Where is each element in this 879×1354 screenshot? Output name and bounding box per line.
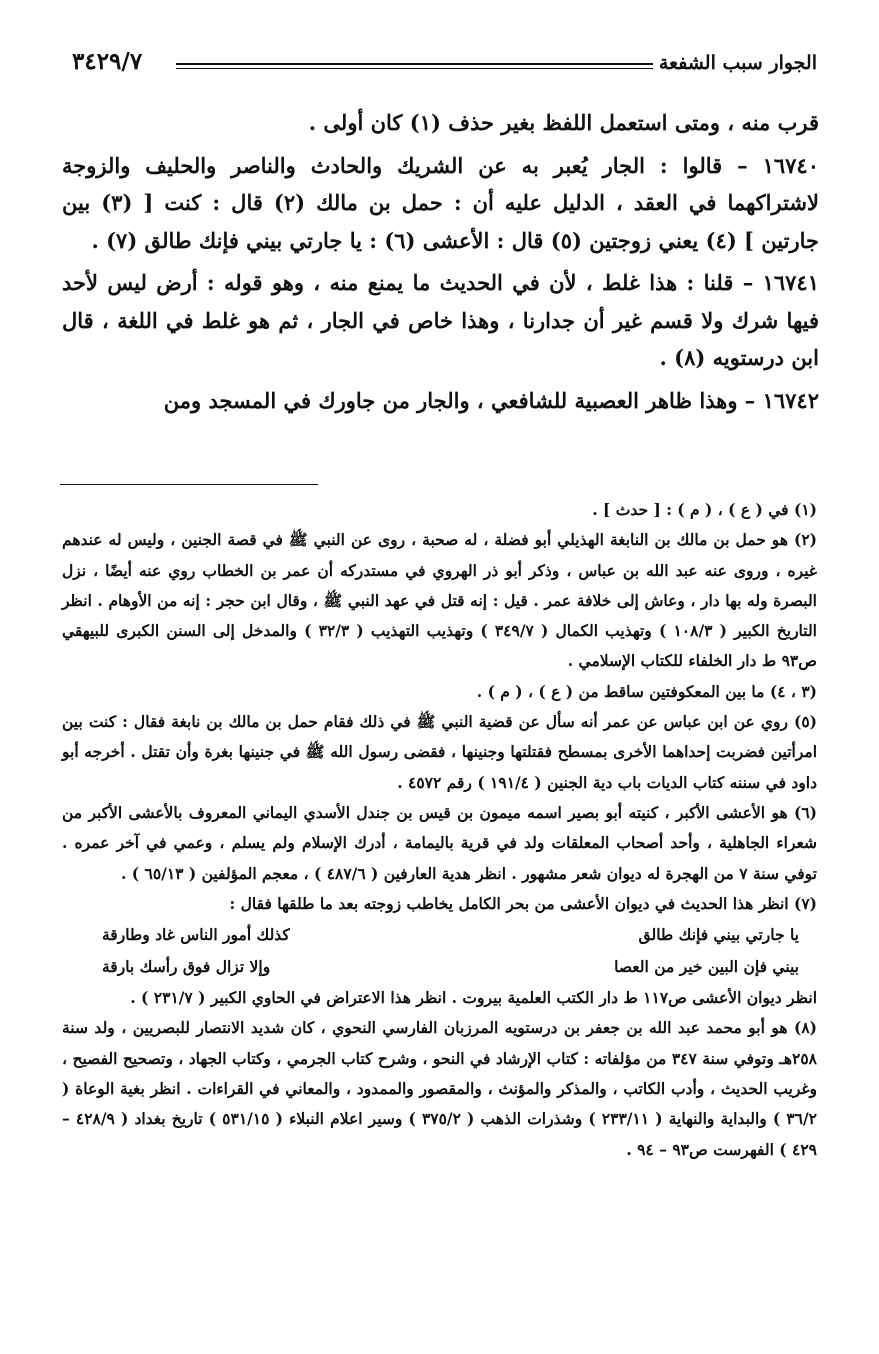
header-rule-thin xyxy=(176,68,653,69)
page-number: ٣٤٢٩/٧ xyxy=(72,48,143,75)
paragraph: ١٦٧٤٢ – وهذا ظاهر العصبية للشافعي ، والجار من جاورك في المسجد ومن xyxy=(163,387,819,413)
footnote: انظر ديوان الأعشى ص١١٧ ط دار الكتب العلمية بيروت . انظر هذا الاعتراض في الحاوي الكبير ( ٢٣١/٧ ) . xyxy=(130,988,817,1008)
header-title: الجوار سبب الشفعة xyxy=(658,52,817,74)
footnote: (١) في ( ع ) ، ( م ) : [ حدث ] . xyxy=(592,500,817,519)
paragraph: ١٦٧٤٠ – قالوا : الجار يُعبر به عن الشريك والحادث والناصر والحليف والزوجة لاشتراكهما في العقد ، الدليل عليه أن : حمل بن مالك (٢) قال : كنت [ (٣) بين جارتين ] (٤) يعني زوجتين (٥) قال : الأعشى (٦) : يا جارتي بيني فإنك طالق (٧) . xyxy=(62,152,819,253)
header-rule xyxy=(176,63,653,65)
poem-verse xyxy=(62,919,817,951)
footnote-separator xyxy=(60,484,318,485)
footnote: (٧) انظر هذا الحديث في ديوان الأعشى من بحر الكامل يخاطب زوجته بعد ما طلقها فقال : xyxy=(229,893,817,913)
footnote: (٢) هو حمل بن مالك بن النابغة الهذيلي أبو فضلة ، له صحبة ، روى عن النبي ﷺ في قصة الجنين ، وليس له عندهم غيره ، وروى عنه عبد الله بن عباس ، وذكر أبو ذر الهروي في مستدركه أن عمر بن الخطاب روي عنه أيضًا ، نزل البصرة وله بها دار ، وعاش إلى خلافة عمر . قيل : إنه قتل في عهد النبي ﷺ ، وقال ابن حجر : إنه من الأوهام . انظر التاريخ الكبير ( ١٠٨/٣ ) وتهذيب الكمال ( ٣٤٩/٧ ) وتهذيب التهذيب ( ٣٢/٣ ) والمدخل إلى السنن الكبرى للبيهقي ص٩٣ ط دار الخلفاء للكتاب الإسلامي . xyxy=(62,530,817,671)
main-text xyxy=(62,104,819,419)
paragraph: ١٦٧٤١ – قلنا : هذا غلط ، لأن في الحديث ما يمنع منه ، وهو قوله : أرض ليس لأحد فيها شرك ولا قسم غير أن جدارنا ، وهذا خاص في الجار ، ثم هو غلط في اللغة ، قال ابن درستويه (٨) . xyxy=(62,270,819,370)
footnote: (٣ ، ٤) ما بين المعكوفتين ساقط من ( ع ) ، ( م ) . xyxy=(476,681,817,701)
footnotes xyxy=(62,495,817,1165)
footnote: (٥) روي عن ابن عباس عن عمر أنه سأل عن قضية النبي ﷺ في ذلك فقام حمل بن مالك بن نابغة فقال : كنت بين امرأتين فضربت إحداهما الأخرى بمسطح فقتلتها وجنينها ، فقضى رسول الله ﷺ في جنينها بغرة وأن تقتل . أخرجه أبو داود في سننه كتاب الديات باب دية الجنين ( ١٩١/٤ ) رقم ٤٥٧٢ . xyxy=(62,712,817,792)
footnote: (٨) هو أبو محمد عبد الله بن جعفر بن درستويه المرزبان الفارسي النحوي ، كان شديد الانتصار للبصريين ، ولد سنة ٢٥٨هـ وتوفي سنة ٣٤٧ من مؤلفاته : كتاب الإرشاد في النحو ، وشرح كتاب الجرمي ، وكتاب الجهاد ، وتصحيح الفصيح ، وغريب الحديث ، وأدب الكاتب ، والمذكر والمؤنث ، والمقصور والممدود ، والمعاني في القراءات . انظر بغية الوعاة ( ٣٦/٢ ) والبداية والنهاية ( ٢٣٣/١١ ) وشذرات الذهب ( ٣٧٥/٢ ) وسير اعلام النبلاء ( ٥٣١/١٥ ) تاريخ بغداد ( ٤٢٨/٩ – ٤٢٩ ) الفهرست ص٩٣ – ٩٤ . xyxy=(62,1018,818,1159)
poem-verse xyxy=(62,951,817,983)
verse-second-hemistich: كذلك أمور الناس غاد وطارقة xyxy=(102,925,290,945)
paragraph: قرب منه ، ومتى استعمل اللفظ بغير حذف (١) كان أولى . xyxy=(308,110,819,135)
running-header xyxy=(72,44,817,84)
verse-second-hemistich: وإلا تزال فوق رأسك بارقة xyxy=(102,957,271,977)
verse-first-hemistich: بيني فإن البين خير من العصا xyxy=(614,957,799,977)
verse-first-hemistich: يا جارتي بيني فإنك طالق xyxy=(638,925,799,945)
footnote: (٦) هو الأعشى الأكبر ، كنيته أبو بصير اسمه ميمون بن قيس بن جندل الأسدي اليماني المعروف بالأعشى الأكبر من شعراء الجاهلية ، وأحد أصحاب المعلقات ولد في قرية باليمامة ، أدرك الإسلام ولم يسلم ، وعمي في آخر عمره . توفي سنة ٧ من الهجرة له ديوان شعر مشهور . انظر هدية العارفين ( ٤٨٧/٦ ) ، معجم المؤلفين ( ٦٥/١٣ ) . xyxy=(62,802,817,883)
